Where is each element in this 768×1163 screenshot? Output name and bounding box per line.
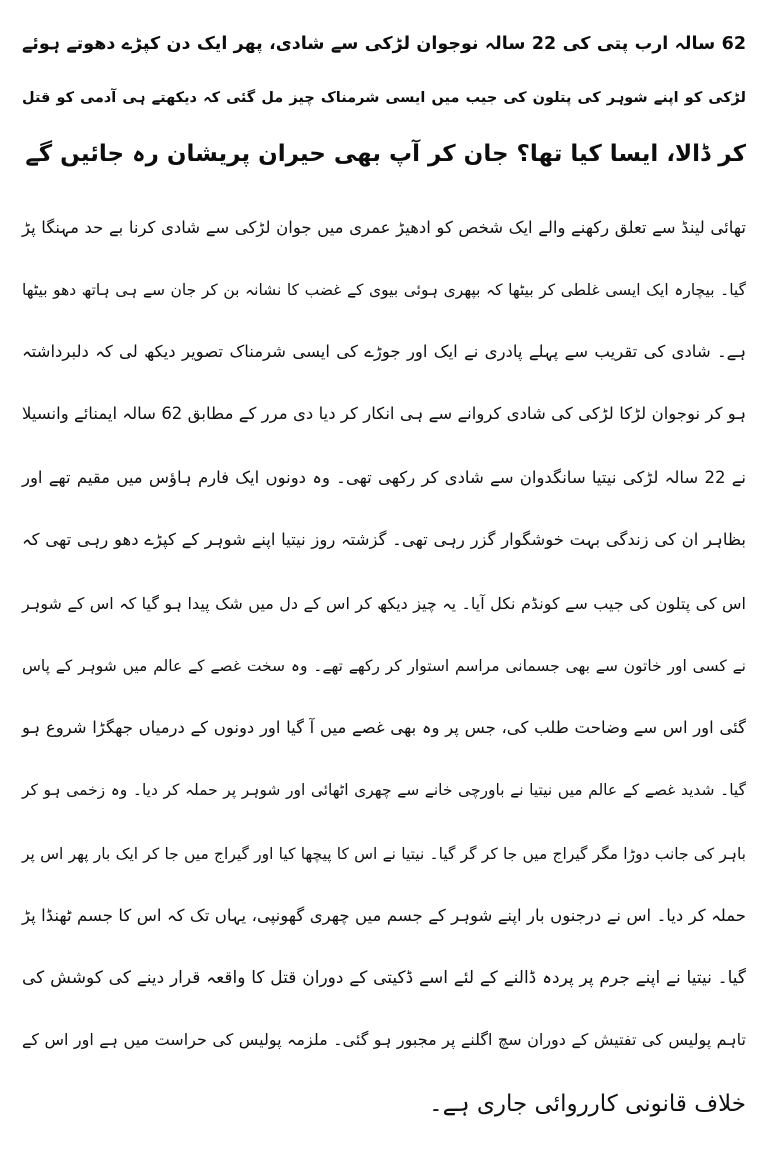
article-line: گیا۔ نیتیا نے اپنے جرم پر پردہ ڈالنے کے لئے اسے ڈکیتی کے دوران قتل کا واقعہ قرار دینے کی کوشش کی xyxy=(22,968,746,988)
article-line: بظاہر ان کی زندگی بہت خوشگوار گزر رہی تھی۔ گزشتہ روز نیتیا اپنے شوہر کے کپڑے دھو رہی تھی کہ xyxy=(22,530,746,549)
article-body xyxy=(22,212,746,1152)
article-line: تاہم پولیس کی تفتیش کے دوران سچ اگلنے پر مجبور ہو گئی۔ ملزمہ پولیس کی حراست میں ہے اور اس کے xyxy=(22,1030,746,1049)
article-line: نے 22 سالہ لڑکی نیتیا سانگدوان سے شادی کر رکھی تھی۔ وہ دونوں ایک فارم ہاؤس میں مقیم تھے اور xyxy=(22,468,746,487)
article-line: گیا۔ بیچارہ ایک ایسی غلطی کر بیٹھا کہ بپھری ہوئی بیوی کے غضب کا نشانہ بن کر جان سے ہی ہاتھ دھو بیٹھا xyxy=(22,281,746,299)
article-line: باہر کی جانب دوڑا مگر گیراج میں جا کر گر گیا۔ نیتیا نے اس کا پیچھا کیا اور گیراج میں جا کر ایک بار پھر اس پر xyxy=(22,845,746,863)
article-line: ہو کر نوجوان لڑکا لڑکی کی شادی کروانے سے ہی انکار کر دیا دی مرر کے مطابق 62 سالہ ایمنائے وانسیلا xyxy=(22,404,746,423)
article-line: گئی اور اس سے وضاحت طلب کی، جس پر وہ بھی غصے میں آ گیا اور دونوں کے درمیاں جھگڑا شروع ہو xyxy=(22,718,746,737)
headline xyxy=(22,28,746,198)
headline-line: 62 سالہ ارب پتی کی 22 سالہ نوجوان لڑکی سے شادی، پھر ایک دن کپڑے دھوتے ہوئے xyxy=(22,34,747,54)
article-line: حملہ کر دیا۔ اس نے درجنوں بار اپنے شوہر کے جسم میں چھری گھونپی، یہاں تک کہ اس کا جسم ٹھنڈا پڑ xyxy=(22,906,746,925)
headline-line: کر ڈالا، ایسا کیا تھا؟ جان کر آپ بھی حیران پریشان رہ جائیں گے xyxy=(25,141,746,167)
article-line: گیا۔ شدید غصے کے عالم میں نیتیا نے باورچی خانے سے چھری اٹھائی اور شوہر پر حملہ کر دیا۔ وہ زخمی ہو کر xyxy=(22,781,746,799)
article-line: نے کسی اور خاتون سے بھی جسمانی مراسم استوار کر رکھے تھے۔ وہ سخت غصے کے عالم میں شوہر کے پاس xyxy=(22,657,746,675)
article-line: خلاف قانونی کارروائی جاری ہے۔ xyxy=(429,1091,746,1117)
article-line: اس کی پتلون کی جیب سے کونڈم نکل آیا۔ یہ چیز دیکھ کر اس کے دل میں شک پیدا ہو گیا کہ اس کے شوہر xyxy=(22,594,746,613)
article-line: ہے۔ شادی کی تقریب سے پہلے پادری نے ایک اور جوڑے کی ایسی شرمناک تصویر دیکھ لی کہ دلبرداشتہ xyxy=(22,342,746,361)
article-line: تھائی لینڈ سے تعلق رکھنے والے ایک شخص کو ادھیڑ عمری میں جوان لڑکی سے شادی کرنا بے حد مہنگا پڑ xyxy=(22,218,746,237)
headline-line: لڑکی کو اپنے شوہر کی پتلون کی جیب میں ایسی شرمناک چیز مل گئی کہ دیکھتے ہی آدمی کو قتل xyxy=(22,90,746,106)
